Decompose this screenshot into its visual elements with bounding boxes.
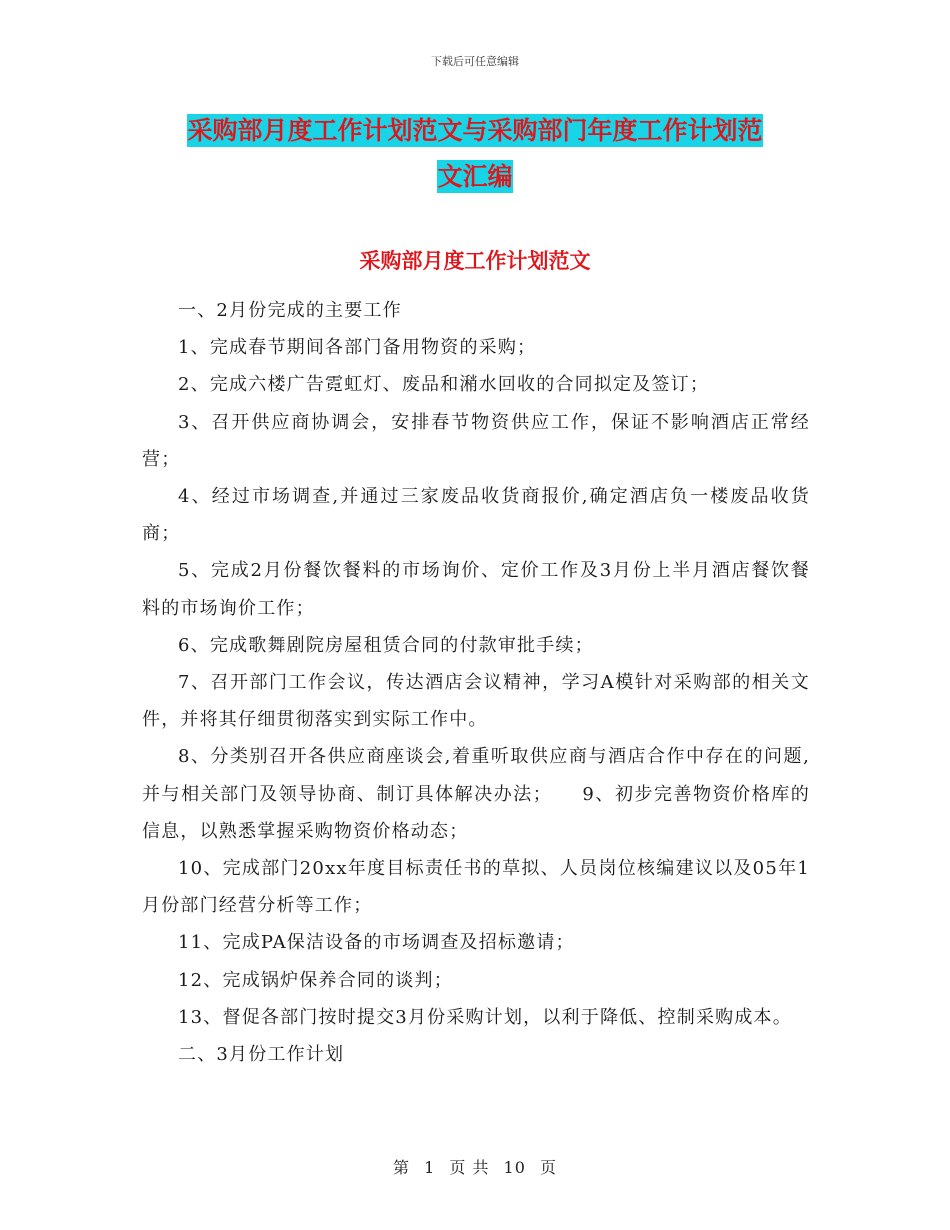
paragraph: 10、完成部门20xx年度目标责任书的草拟、人员岗位核编建议以及05年1月份部门经营分析等工作； <box>142 858 810 917</box>
footer-page-number: 1 <box>424 1158 436 1177</box>
document-title <box>140 108 810 200</box>
paragraph: 6、完成歌舞剧院房屋租赁合同的付款审批手续； <box>178 634 594 656</box>
paragraph: 二、3月份工作计划 <box>178 1044 345 1066</box>
paragraph: 11、完成PA保洁设备的市场调查及招标邀请； <box>178 932 575 954</box>
title-line-1: 采购部月度工作计划范文与采购部门年度工作计划范 <box>187 116 763 145</box>
paragraph: 7、召开部门工作会议，传达酒店会议精神，学习A模针对采购部的相关文件，并将其仔细贯彻落实到实际工作中。 <box>142 672 810 731</box>
paragraph: 13、督促各部门按时提交3月份采购计划，以利于降低、控制采购成本。 <box>178 1006 792 1028</box>
page-footer <box>0 1155 950 1178</box>
paragraph: 12、完成锅炉保养合同的谈判； <box>178 969 453 991</box>
paragraph: 5、完成2月份餐饮餐料的市场询价、定价工作及3月份上半月酒店餐饮餐料的市场询价工作； <box>142 560 810 619</box>
body-text <box>142 292 810 1073</box>
paragraph: 8、分类别召开各供应商座谈会,着重听取供应商与酒店合作中存在的问题,并与相关部门及领导协商、制订具体解决办法； 9、初步完善物资价格库的信息，以熟悉掌握采购物资价格动态； <box>142 746 810 842</box>
paragraph: 3、召开供应商协调会，安排春节物资供应工作，保证不影响酒店正常经营； <box>142 411 810 470</box>
paragraph: 4、经过市场调查,并通过三家废品收货商报价,确定酒店负一楼废品收货商； <box>142 486 810 545</box>
section-title: 采购部月度工作计划范文 <box>359 249 591 273</box>
paragraph: 1、完成春节期间各部门备用物资的采购； <box>178 337 537 359</box>
paragraph: 一、2月份完成的主要工作 <box>178 300 402 321</box>
footer-mid: 页 共 <box>449 1158 490 1177</box>
title-line-2: 文汇编 <box>437 162 513 191</box>
paragraph: 2、完成六楼广告霓虹灯、废品和潲水回收的合同拟定及签订； <box>178 374 710 396</box>
footer-prefix: 第 <box>392 1158 410 1177</box>
footer-suffix: 页 <box>540 1158 558 1177</box>
footer-total-pages: 10 <box>503 1158 526 1177</box>
header-note: 下载后可任意编辑 <box>431 55 519 68</box>
